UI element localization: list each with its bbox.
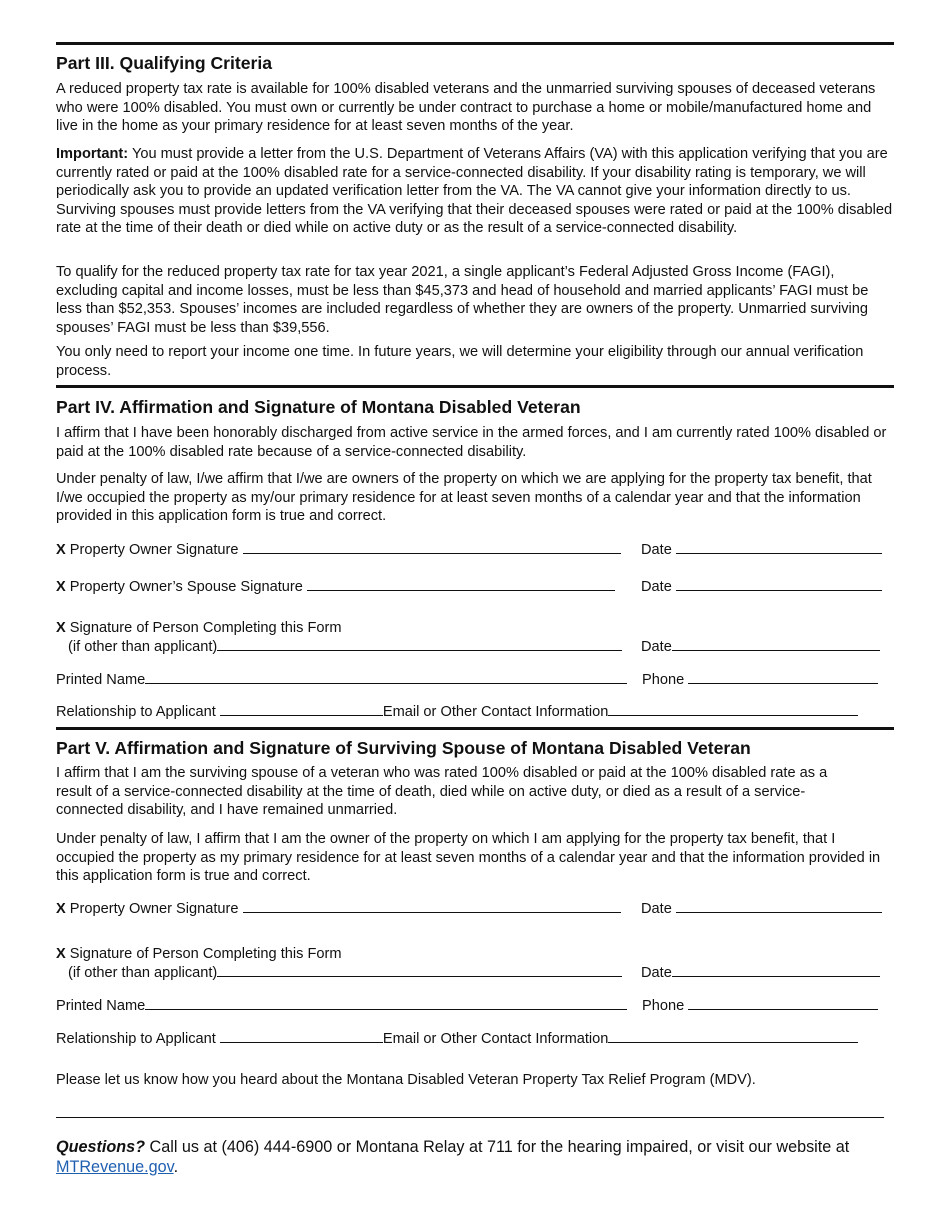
section-rule	[56, 385, 894, 388]
completer-note: (if other than applicant)	[68, 639, 218, 655]
printed-name-field[interactable]	[145, 670, 627, 684]
part5-printed-name-row	[56, 996, 627, 1016]
date-field[interactable]	[676, 577, 882, 591]
questions-label: Questions?	[56, 1138, 146, 1156]
part5-heading: Part V. Affirmation and Signature of Surviving Spouse of Montana Disabled Veteran	[56, 738, 751, 758]
part3-paragraph-1: A reduced property tax rate is available for 100% disabled veterans and the unmarried surviving spouses of deceased veterans who were 100% disabled. You must own or currently be under contract to purchase a home or mobile/manufactured home and live in the home as your primary residence for at least seven months of the year.	[56, 81, 876, 135]
part4-paragraph-1: I affirm that I have been honorably discharged from active service in the armed forces, and I am currently rated 100% disabled or paid at the 100% disabled rate because of a service-connected disability.	[56, 425, 887, 460]
completer-signature-field[interactable]	[217, 963, 622, 977]
survey-prompt: Please let us know how you heard about the Montana Disabled Veteran Property Tax Relief Program (MDV).	[56, 1072, 756, 1088]
date-label: Date	[641, 639, 672, 655]
part4-owner-signature-row	[56, 540, 621, 560]
part5-completer-row	[56, 945, 342, 964]
part3-paragraph-4: You only need to report your income one time. In future years, we will determine your eligibility through our annual verification process.	[56, 344, 864, 379]
completer-signature-label: Signature of Person Completing this Form	[69, 620, 342, 636]
part5-phone	[642, 996, 878, 1016]
survey-answer-line[interactable]	[56, 1117, 884, 1118]
part4-printed-name-row	[56, 670, 627, 690]
part3-paragraph-2-text: You must provide a letter from the U.S. Department of Veterans Affairs (VA) with this application verifying that you are currently rated or paid at the 100% disabled rate for a service-connected disability. If your disability rating is temporary, we will periodically ask you to provide an updated verification letter from the VA. The VA cannot give your information directly to us. Surviving spouses must provide letters from the VA verifying that their deceased spouses were rated or paid at the 100% disabled rate at the time of their death or died while on active duty or as the result of a service-connected disability.	[56, 146, 893, 237]
date-field[interactable]	[672, 963, 880, 977]
part4-paragraph-2: Under penalty of law, I/we affirm that I/we are owners of the property on which we are applying for the property tax benefit, that I/we occupied the property as my/our primary residence for at least seven months of a calendar year and that the information provided in this application form is true and correct.	[56, 471, 872, 525]
part5-paragraph-2: Under penalty of law, I affirm that I am the owner of the property on which I am applying for the property tax benefit, that I occupied the property as my primary residence for at least seven months of a calendar year and that the information provided in this application form is true and correct.	[56, 831, 881, 885]
completer-note: (if other than applicant)	[68, 965, 218, 981]
owner-signature-label: Property Owner Signature	[69, 901, 239, 917]
part3-heading: Part III. Qualifying Criteria	[56, 53, 273, 73]
important-label: Important:	[56, 146, 129, 162]
completer-signature-field[interactable]	[217, 637, 622, 651]
part5-completer-note-row	[68, 963, 622, 983]
website-link[interactable]: MTRevenue.gov	[56, 1158, 174, 1176]
part4-completer-note-row	[68, 637, 622, 657]
part4-phone	[642, 670, 878, 690]
x-mark: X	[56, 620, 66, 636]
phone-field[interactable]	[688, 996, 878, 1010]
part4-completer-row	[56, 619, 342, 638]
part5-relationship-row	[56, 1029, 858, 1049]
date-label: Date	[641, 901, 672, 917]
section-rule	[56, 727, 894, 730]
relationship-field[interactable]	[220, 702, 383, 716]
questions-text: Call us at (406) 444-6900 or Montana Relay at 711 for the hearing impaired, or visit our website at	[145, 1138, 850, 1156]
printed-name-label: Printed Name	[56, 672, 146, 688]
relationship-field[interactable]	[220, 1029, 383, 1043]
email-field[interactable]	[608, 702, 858, 716]
date-label: Date	[641, 579, 672, 595]
questions-end: .	[173, 1158, 179, 1176]
email-field[interactable]	[608, 1029, 858, 1043]
email-label: Email or Other Contact Information	[382, 704, 609, 720]
x-mark: X	[56, 901, 66, 917]
part5-paragraph-1: I affirm that I am the surviving spouse of a veteran who was rated 100% disabled or paid at the 100% disabled rate as a result of a service-connected disability at the time of death, died while on active duty, or died as a result of a service-connected disability, and I have remained unmarried.	[56, 765, 828, 819]
owner-signature-field[interactable]	[243, 899, 621, 913]
relationship-label: Relationship to Applicant	[56, 704, 216, 720]
part3-paragraph-2	[56, 145, 894, 238]
date-label: Date	[641, 965, 672, 981]
date-field[interactable]	[676, 540, 882, 554]
part4-spouse-signature-row	[56, 577, 615, 597]
x-mark: X	[56, 579, 66, 595]
owner-signature-label: Property Owner Signature	[69, 542, 239, 558]
spouse-signature-field[interactable]	[307, 577, 615, 591]
phone-label: Phone	[642, 672, 685, 688]
part5-owner-signature-row	[56, 899, 621, 919]
part5-owner-date	[641, 899, 882, 919]
email-label: Email or Other Contact Information	[382, 1031, 609, 1047]
part5-completer-date	[641, 963, 880, 983]
part4-spouse-date	[641, 577, 882, 597]
printed-name-field[interactable]	[145, 996, 627, 1010]
part3-paragraph-3: To qualify for the reduced property tax rate for tax year 2021, a single applicant’s Federal Adjusted Gross Income (FAGI), excluding capital and income losses, must be less than $45,373 and head of household and married applicants’ FAGI must be less than $52,353. Spouses’ incomes are included regardless of whether they are owners of the property. Unmarried surviving spouses’ FAGI must be less than $39,556.	[56, 264, 869, 336]
completer-signature-label: Signature of Person Completing this Form	[69, 946, 342, 962]
x-mark: X	[56, 542, 66, 558]
phone-label: Phone	[642, 998, 685, 1014]
date-field[interactable]	[672, 637, 880, 651]
phone-field[interactable]	[688, 670, 878, 684]
date-field[interactable]	[676, 899, 882, 913]
relationship-label: Relationship to Applicant	[56, 1031, 216, 1047]
x-mark: X	[56, 946, 66, 962]
part4-completer-date	[641, 637, 880, 657]
owner-signature-field[interactable]	[243, 540, 621, 554]
questions-footer	[56, 1137, 896, 1177]
section-rule	[56, 42, 894, 45]
spouse-signature-label: Property Owner’s Spouse Signature	[69, 579, 303, 595]
date-label: Date	[641, 542, 672, 558]
printed-name-label: Printed Name	[56, 998, 146, 1014]
part4-owner-date	[641, 540, 882, 560]
part4-heading: Part IV. Affirmation and Signature of Montana Disabled Veteran	[56, 397, 581, 417]
part4-relationship-row	[56, 702, 858, 722]
